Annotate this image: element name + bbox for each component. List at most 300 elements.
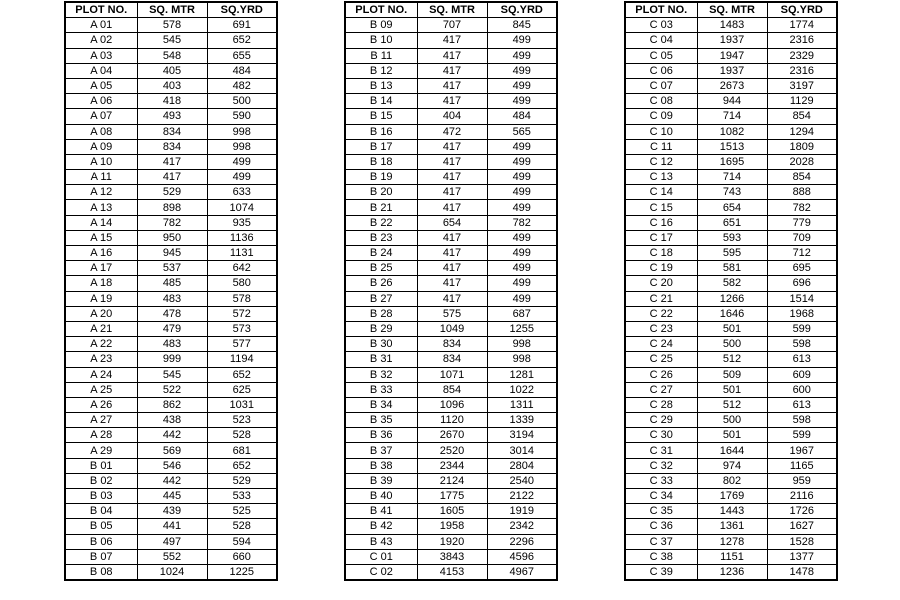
plot-no-cell: A 25	[65, 382, 137, 397]
plot-no-cell: A 06	[65, 94, 137, 109]
sq-yrd-cell: 998	[487, 337, 557, 352]
table-row	[625, 124, 837, 139]
sq-yrd-cell: 2116	[767, 489, 837, 504]
plot-no-cell: A 11	[65, 170, 137, 185]
sq-yrd-cell: 523	[207, 413, 277, 428]
plot-no-cell: B 33	[345, 382, 417, 397]
sq-yrd-cell: 578	[207, 291, 277, 306]
sq-yrd-cell: 499	[487, 230, 557, 245]
sq-mtr-cell: 1958	[417, 519, 487, 534]
sq-yrd-cell: 499	[487, 33, 557, 48]
sq-yrd-cell: 500	[207, 94, 277, 109]
sq-mtr-cell: 417	[417, 276, 487, 291]
plot-no-cell: B 20	[345, 185, 417, 200]
plot-no-cell: A 13	[65, 200, 137, 215]
header-row	[345, 2, 557, 18]
plot-no-cell: C 05	[625, 48, 697, 63]
plot-no-cell: B 34	[345, 397, 417, 412]
plot-no-cell: A 09	[65, 139, 137, 154]
sq-yrd-cell: 3014	[487, 443, 557, 458]
table-row	[345, 109, 557, 124]
sq-yrd-cell: 499	[487, 246, 557, 261]
table-row	[625, 321, 837, 336]
sq-mtr-cell: 1120	[417, 413, 487, 428]
table-row	[65, 428, 277, 443]
table-row	[625, 534, 837, 549]
sq-yrd-cell: 499	[487, 261, 557, 276]
table-row	[65, 489, 277, 504]
table-row	[345, 94, 557, 109]
plot-no-cell: A 05	[65, 78, 137, 93]
sq-mtr-cell: 417	[417, 170, 487, 185]
plot-no-cell: A 24	[65, 367, 137, 382]
sq-yrd-cell: 600	[767, 382, 837, 397]
plot-no-cell: B 07	[65, 549, 137, 564]
table-row	[65, 367, 277, 382]
sq-yrd-cell: 998	[207, 139, 277, 154]
sq-yrd-cell: 599	[767, 428, 837, 443]
table-row	[65, 352, 277, 367]
plot-no-cell: A 07	[65, 109, 137, 124]
plot-no-cell: B 17	[345, 139, 417, 154]
plot-no-cell: B 13	[345, 78, 417, 93]
plot-no-cell: A 23	[65, 352, 137, 367]
sq-mtr-cell: 862	[137, 397, 207, 412]
sq-yrd-cell: 499	[487, 154, 557, 169]
plot-no-cell: A 28	[65, 428, 137, 443]
table-row	[345, 230, 557, 245]
sq-yrd-cell: 2342	[487, 519, 557, 534]
table-row	[65, 458, 277, 473]
sq-mtr-cell: 4153	[417, 564, 487, 580]
table-row	[65, 215, 277, 230]
plot-table-body	[65, 18, 277, 580]
sq-mtr-cell: 898	[137, 200, 207, 215]
sq-yrd-cell: 4967	[487, 564, 557, 580]
sq-mtr-cell: 654	[697, 200, 767, 215]
table-row	[345, 549, 557, 564]
table-row	[65, 397, 277, 412]
sq-yrd-cell: 1294	[767, 124, 837, 139]
sq-yrd-cell: 499	[487, 63, 557, 78]
plot-no-cell: B 14	[345, 94, 417, 109]
table-row	[345, 321, 557, 336]
sq-mtr-cell: 405	[137, 63, 207, 78]
sq-mtr-cell: 1513	[697, 139, 767, 154]
table-row	[625, 413, 837, 428]
sq-yrd-cell: 590	[207, 109, 277, 124]
sq-yrd-cell: 598	[767, 337, 837, 352]
sq-yrd-cell: 499	[207, 154, 277, 169]
plot-no-cell: A 04	[65, 63, 137, 78]
sq-mtr-cell: 1947	[697, 48, 767, 63]
plot-no-cell: C 37	[625, 534, 697, 549]
table-row	[625, 458, 837, 473]
sq-yrd-cell: 1514	[767, 291, 837, 306]
sq-mtr-cell: 417	[417, 154, 487, 169]
plot-no-cell: B 18	[345, 154, 417, 169]
sq-yrd-cell: 2122	[487, 489, 557, 504]
header-sq-mtr: SQ. MTR	[417, 2, 487, 18]
plot-no-cell: C 21	[625, 291, 697, 306]
plot-no-cell: C 04	[625, 33, 697, 48]
plot-no-cell: C 24	[625, 337, 697, 352]
table-row	[345, 185, 557, 200]
sq-yrd-cell: 565	[487, 124, 557, 139]
sq-yrd-cell: 779	[767, 215, 837, 230]
sq-mtr-cell: 714	[697, 109, 767, 124]
plot-no-cell: C 34	[625, 489, 697, 504]
table-row	[625, 291, 837, 306]
sq-mtr-cell: 417	[417, 33, 487, 48]
plot-no-cell: B 40	[345, 489, 417, 504]
plot-no-cell: C 02	[345, 564, 417, 580]
sq-yrd-cell: 681	[207, 443, 277, 458]
sq-yrd-cell: 845	[487, 18, 557, 33]
sq-yrd-cell: 3194	[487, 428, 557, 443]
sq-mtr-cell: 417	[417, 291, 487, 306]
table-row	[625, 428, 837, 443]
table-row	[345, 504, 557, 519]
plot-table-body	[345, 18, 557, 580]
sq-mtr-cell: 1646	[697, 306, 767, 321]
plot-no-cell: A 22	[65, 337, 137, 352]
table-row	[65, 306, 277, 321]
table-row	[65, 443, 277, 458]
sq-yrd-cell: 3197	[767, 78, 837, 93]
table-row	[625, 170, 837, 185]
sq-yrd-cell: 1194	[207, 352, 277, 367]
sq-yrd-cell: 613	[767, 352, 837, 367]
plot-no-cell: B 30	[345, 337, 417, 352]
sq-mtr-cell: 1937	[697, 33, 767, 48]
sq-yrd-cell: 1528	[767, 534, 837, 549]
plot-no-cell: A 19	[65, 291, 137, 306]
plot-no-cell: C 39	[625, 564, 697, 580]
sq-yrd-cell: 572	[207, 306, 277, 321]
table-row	[65, 337, 277, 352]
sq-mtr-cell: 944	[697, 94, 767, 109]
table-row	[345, 33, 557, 48]
table-row	[65, 200, 277, 215]
sq-mtr-cell: 522	[137, 382, 207, 397]
sq-mtr-cell: 782	[137, 215, 207, 230]
sq-mtr-cell: 500	[697, 337, 767, 352]
sq-yrd-cell: 633	[207, 185, 277, 200]
sq-yrd-cell: 888	[767, 185, 837, 200]
header-plot-no: PLOT NO.	[345, 2, 417, 18]
sq-mtr-cell: 582	[697, 276, 767, 291]
table-row	[345, 48, 557, 63]
sq-yrd-cell: 1311	[487, 397, 557, 412]
sq-yrd-cell: 4596	[487, 549, 557, 564]
sq-mtr-cell: 501	[697, 321, 767, 336]
table-row	[65, 94, 277, 109]
sq-yrd-cell: 1255	[487, 321, 557, 336]
table-row	[625, 337, 837, 352]
table-row	[625, 382, 837, 397]
sq-mtr-cell: 974	[697, 458, 767, 473]
sq-mtr-cell: 501	[697, 382, 767, 397]
sq-mtr-cell: 1775	[417, 489, 487, 504]
table-row	[625, 276, 837, 291]
sq-yrd-cell: 709	[767, 230, 837, 245]
plot-no-cell: C 10	[625, 124, 697, 139]
header-sq-yrd: SQ.YRD	[767, 2, 837, 18]
sq-mtr-cell: 575	[417, 306, 487, 321]
plot-no-cell: C 01	[345, 549, 417, 564]
sq-yrd-cell: 935	[207, 215, 277, 230]
table-row	[345, 246, 557, 261]
sq-yrd-cell: 1968	[767, 306, 837, 321]
sq-mtr-cell: 403	[137, 78, 207, 93]
sq-mtr-cell: 1082	[697, 124, 767, 139]
sq-mtr-cell: 546	[137, 458, 207, 473]
table-row	[345, 519, 557, 534]
table-row	[625, 63, 837, 78]
plot-no-cell: B 09	[345, 18, 417, 33]
plot-no-cell: C 31	[625, 443, 697, 458]
plot-no-cell: C 09	[625, 109, 697, 124]
sq-mtr-cell: 1071	[417, 367, 487, 382]
sq-yrd-cell: 499	[487, 170, 557, 185]
table-row	[625, 489, 837, 504]
plot-no-cell: B 21	[345, 200, 417, 215]
sq-yrd-cell: 782	[767, 200, 837, 215]
plot-no-cell: C 28	[625, 397, 697, 412]
plot-no-cell: C 03	[625, 18, 697, 33]
plot-no-cell: C 20	[625, 276, 697, 291]
plot-no-cell: A 26	[65, 397, 137, 412]
table-row	[345, 473, 557, 488]
plot-no-cell: C 32	[625, 458, 697, 473]
plot-no-cell: B 36	[345, 428, 417, 443]
sq-yrd-cell: 1339	[487, 413, 557, 428]
sq-yrd-cell: 2329	[767, 48, 837, 63]
table-row	[625, 33, 837, 48]
sq-mtr-cell: 417	[417, 185, 487, 200]
table-row	[345, 564, 557, 580]
plot-no-cell: B 27	[345, 291, 417, 306]
sq-yrd-cell: 529	[207, 473, 277, 488]
sq-mtr-cell: 2673	[697, 78, 767, 93]
plot-no-cell: B 38	[345, 458, 417, 473]
table-row	[65, 18, 277, 33]
plot-no-cell: C 07	[625, 78, 697, 93]
sq-mtr-cell: 537	[137, 261, 207, 276]
table-row	[65, 549, 277, 564]
sq-yrd-cell: 998	[487, 352, 557, 367]
sq-mtr-cell: 552	[137, 549, 207, 564]
sq-yrd-cell: 499	[487, 94, 557, 109]
sq-yrd-cell: 1022	[487, 382, 557, 397]
plot-no-cell: A 16	[65, 246, 137, 261]
sq-yrd-cell: 484	[207, 63, 277, 78]
sq-yrd-cell: 642	[207, 261, 277, 276]
sq-mtr-cell: 578	[137, 18, 207, 33]
table-row	[345, 458, 557, 473]
sq-mtr-cell: 417	[417, 48, 487, 63]
plot-no-cell: B 35	[345, 413, 417, 428]
sq-yrd-cell: 652	[207, 458, 277, 473]
plot-no-cell: B 32	[345, 367, 417, 382]
plot-no-cell: A 12	[65, 185, 137, 200]
sq-yrd-cell: 959	[767, 473, 837, 488]
sq-mtr-cell: 417	[417, 94, 487, 109]
sq-mtr-cell: 743	[697, 185, 767, 200]
table-row	[625, 185, 837, 200]
sq-yrd-cell: 528	[207, 428, 277, 443]
sq-mtr-cell: 478	[137, 306, 207, 321]
sq-mtr-cell: 417	[417, 78, 487, 93]
sq-mtr-cell: 651	[697, 215, 767, 230]
table-row	[65, 413, 277, 428]
sq-yrd-cell: 1919	[487, 504, 557, 519]
sq-yrd-cell: 1136	[207, 230, 277, 245]
table-row	[65, 139, 277, 154]
plot-no-cell: A 27	[65, 413, 137, 428]
table-row	[625, 549, 837, 564]
header-sq-mtr: SQ. MTR	[697, 2, 767, 18]
sq-mtr-cell: 1049	[417, 321, 487, 336]
sq-mtr-cell: 834	[417, 337, 487, 352]
plot-no-cell: C 30	[625, 428, 697, 443]
sq-yrd-cell: 484	[487, 109, 557, 124]
table-row	[65, 519, 277, 534]
header-plot-no: PLOT NO.	[625, 2, 697, 18]
sq-yrd-cell: 499	[487, 48, 557, 63]
table-row	[625, 18, 837, 33]
sq-yrd-cell: 695	[767, 261, 837, 276]
plot-no-cell: C 12	[625, 154, 697, 169]
sq-yrd-cell: 782	[487, 215, 557, 230]
sq-yrd-cell: 660	[207, 549, 277, 564]
table-row	[625, 504, 837, 519]
plot-no-cell: A 01	[65, 18, 137, 33]
sq-yrd-cell: 625	[207, 382, 277, 397]
sq-yrd-cell: 2316	[767, 33, 837, 48]
sq-mtr-cell: 802	[697, 473, 767, 488]
sq-mtr-cell: 512	[697, 352, 767, 367]
plot-no-cell: B 02	[65, 473, 137, 488]
table-row	[65, 124, 277, 139]
plot-no-cell: B 06	[65, 534, 137, 549]
plot-no-cell: C 17	[625, 230, 697, 245]
sq-yrd-cell: 712	[767, 246, 837, 261]
table-row	[65, 230, 277, 245]
table-row	[65, 48, 277, 63]
sq-mtr-cell: 2670	[417, 428, 487, 443]
sq-yrd-cell: 2540	[487, 473, 557, 488]
sq-mtr-cell: 438	[137, 413, 207, 428]
sq-mtr-cell: 417	[137, 154, 207, 169]
sq-yrd-cell: 2296	[487, 534, 557, 549]
table-row	[65, 534, 277, 549]
sq-yrd-cell: 573	[207, 321, 277, 336]
header-sq-yrd: SQ.YRD	[207, 2, 277, 18]
plot-no-cell: A 03	[65, 48, 137, 63]
sq-mtr-cell: 417	[417, 230, 487, 245]
table-row	[625, 200, 837, 215]
plot-no-cell: B 08	[65, 564, 137, 580]
sq-yrd-cell: 1627	[767, 519, 837, 534]
table-row	[345, 367, 557, 382]
plot-no-cell: B 26	[345, 276, 417, 291]
sq-mtr-cell: 1769	[697, 489, 767, 504]
table-row	[625, 94, 837, 109]
sq-yrd-cell: 1726	[767, 504, 837, 519]
sq-mtr-cell: 1236	[697, 564, 767, 580]
sq-mtr-cell: 483	[137, 337, 207, 352]
sq-yrd-cell: 594	[207, 534, 277, 549]
table-row	[625, 154, 837, 169]
plot-no-cell: B 16	[345, 124, 417, 139]
plot-no-cell: C 11	[625, 139, 697, 154]
sq-mtr-cell: 595	[697, 246, 767, 261]
sq-mtr-cell: 854	[417, 382, 487, 397]
sq-yrd-cell: 1131	[207, 246, 277, 261]
sq-mtr-cell: 439	[137, 504, 207, 519]
table-row	[345, 200, 557, 215]
sq-mtr-cell: 1443	[697, 504, 767, 519]
sq-mtr-cell: 1024	[137, 564, 207, 580]
plot-no-cell: B 23	[345, 230, 417, 245]
table-row	[625, 397, 837, 412]
sq-mtr-cell: 418	[137, 94, 207, 109]
table-row	[65, 564, 277, 580]
plot-no-cell: A 14	[65, 215, 137, 230]
plot-no-cell: C 19	[625, 261, 697, 276]
sq-mtr-cell: 714	[697, 170, 767, 185]
sq-mtr-cell: 485	[137, 276, 207, 291]
plot-no-cell: C 06	[625, 63, 697, 78]
sq-mtr-cell: 445	[137, 489, 207, 504]
plot-no-cell: C 26	[625, 367, 697, 382]
sq-mtr-cell: 501	[697, 428, 767, 443]
table-row	[625, 215, 837, 230]
sq-yrd-cell: 577	[207, 337, 277, 352]
plot-table-body	[625, 18, 837, 580]
plot-table-a	[64, 1, 278, 581]
table-row	[625, 139, 837, 154]
plot-no-cell: A 21	[65, 321, 137, 336]
sq-yrd-cell: 1225	[207, 564, 277, 580]
plot-no-cell: C 38	[625, 549, 697, 564]
sq-mtr-cell: 417	[417, 261, 487, 276]
table-row	[345, 261, 557, 276]
sq-yrd-cell: 687	[487, 306, 557, 321]
header-row	[65, 2, 277, 18]
sq-mtr-cell: 2344	[417, 458, 487, 473]
table-row	[65, 170, 277, 185]
table-row	[345, 428, 557, 443]
sq-mtr-cell: 493	[137, 109, 207, 124]
sq-mtr-cell: 1096	[417, 397, 487, 412]
plot-no-cell: C 33	[625, 473, 697, 488]
sq-mtr-cell: 834	[417, 352, 487, 367]
plot-no-cell: C 23	[625, 321, 697, 336]
plot-no-cell: C 22	[625, 306, 697, 321]
sq-mtr-cell: 417	[417, 246, 487, 261]
sq-yrd-cell: 499	[487, 276, 557, 291]
plot-no-cell: C 36	[625, 519, 697, 534]
plot-no-cell: C 25	[625, 352, 697, 367]
plot-no-cell: B 03	[65, 489, 137, 504]
sq-mtr-cell: 545	[137, 33, 207, 48]
sq-yrd-cell: 652	[207, 367, 277, 382]
table-row	[345, 443, 557, 458]
sq-yrd-cell: 1774	[767, 18, 837, 33]
